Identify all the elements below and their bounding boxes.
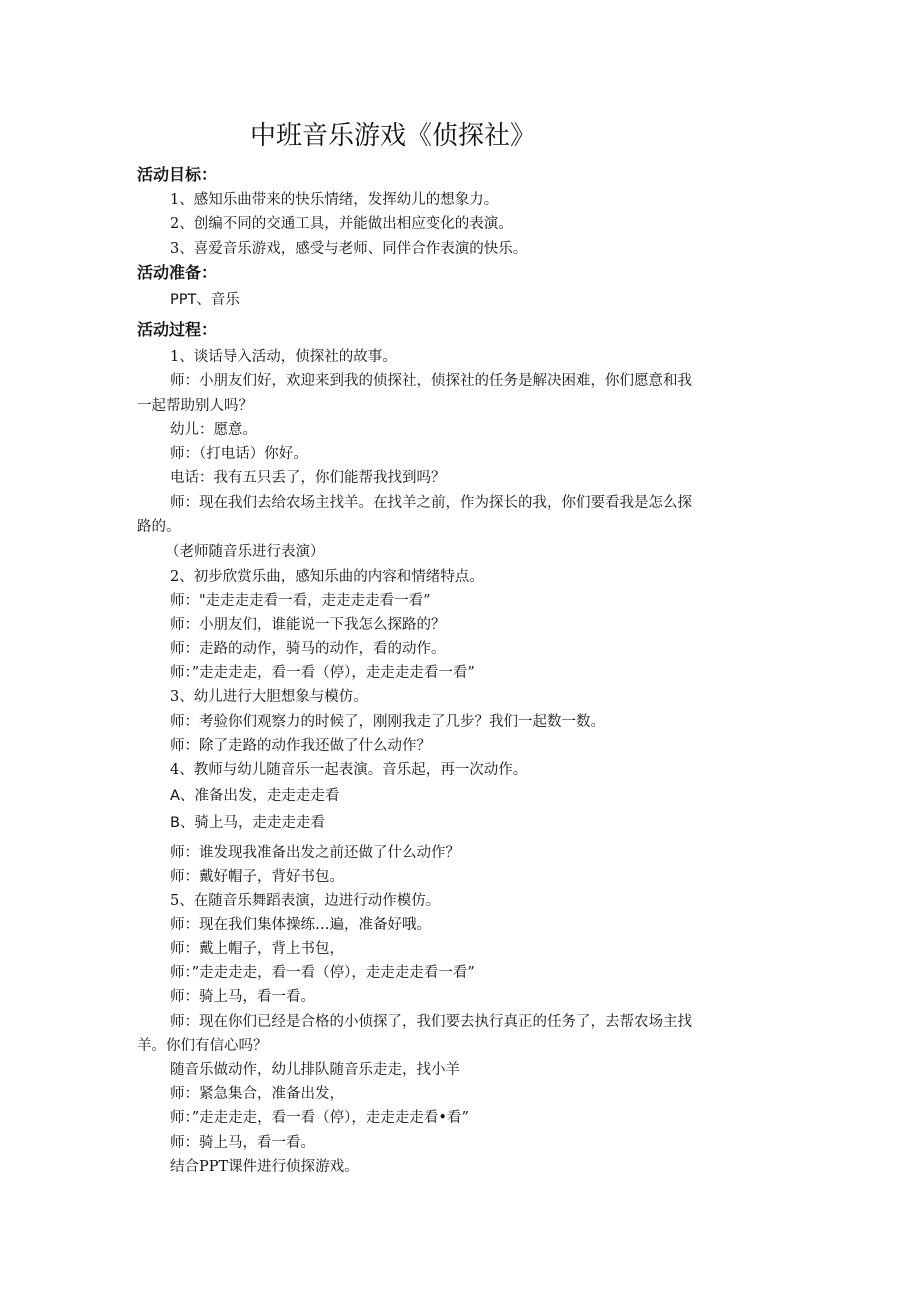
process-line: 羊。你们有信心吗？ [137, 1038, 268, 1054]
process-line: 随音乐做动作，幼儿排队随音乐走走，找小羊 [170, 1062, 460, 1078]
process-heading: 活动过程： [137, 320, 218, 339]
process-line: 师：走路的动作，骑马的动作，看的动作。 [170, 641, 446, 657]
process-line: 4、教师与幼儿随音乐一起表演。音乐起，再一次动作。 [170, 762, 528, 778]
process-line: 师：谁发现我准备出发之前还做了什么动作？ [170, 845, 460, 861]
process-line: 5、在随音乐舞蹈表演，边进行动作模仿。 [170, 893, 441, 909]
prep-heading: 活动准备： [137, 263, 218, 282]
process-line: 电话：我有五只丢了，你们能帮我找到吗？ [170, 470, 446, 486]
goal-item: 3、喜爱音乐游戏，感受与老师、同伴合作表演的快乐。 [170, 241, 528, 257]
goal-item: 1、感知乐曲带来的快乐情绪，发挥幼儿的想象力。 [170, 192, 499, 208]
document-title: 中班音乐游戏《侦探社》 [250, 121, 537, 151]
process-line: 师："走走走走看一看，走走走走看一看” [170, 593, 431, 609]
process-line: 师：小朋友们，谁能说一下我怎么探路的？ [170, 617, 446, 633]
goals-heading: 活动目标： [137, 165, 218, 184]
process-line: 2、初步欣赏乐曲，感知乐曲的内容和情绪特点。 [170, 569, 484, 585]
process-line: 师：”走走走走，看一看（停），走走走走看•看” [170, 1110, 469, 1126]
process-line: 师：骑上马，看一看。 [170, 1135, 315, 1151]
process-line: （老师随音乐进行表演） [165, 544, 325, 560]
process-line: 师：戴上帽子，背上书包， [170, 941, 344, 957]
process-line: 1、谈话导入活动，侦探社的故事。 [170, 349, 397, 365]
process-line: 结合PPT课件进行侦探游戏。 [170, 1159, 359, 1175]
process-line: 一起帮助别人吗？ [137, 398, 253, 414]
prep-text: PPT、音乐 [170, 292, 240, 308]
process-line: 师：骑上马，看一看。 [170, 989, 315, 1005]
process-line: 师：考验你们观察力的时候了，刚刚我走了几步？我们一起数一数。 [170, 714, 605, 730]
process-line: 师：现在你们已经是合格的小侦探了，我们要去执行真正的任务了，去帮农场主找 [170, 1014, 692, 1030]
process-line: 师：紧急集合，准备出发， [170, 1086, 344, 1102]
goal-item: 2、创编不同的交通工具，并能做出相应变化的表演。 [170, 216, 513, 232]
process-line: 师：（打电话）你好。 [170, 446, 308, 462]
process-line: 师：现在我们去给农场主找羊。在找羊之前，作为探长的我，你们要看我是怎么探 [170, 495, 692, 511]
process-line: 路的。 [137, 519, 181, 535]
process-line: 师：”走走走走，看一看（停），走走走走看一看” [170, 665, 475, 681]
process-line: 师：小朋友们好，欢迎来到我的侦探社，侦探社的任务是解决困难，你们愿意和我 [170, 373, 692, 389]
process-line: 幼儿：愿意。 [170, 422, 257, 438]
process-line: 师：”走走走走，看一看（停），走走走走看一看” [170, 965, 475, 981]
process-line: 师：除了走路的动作我还做了什么动作？ [170, 738, 431, 754]
process-line: A、准备出发，走走走走看 [170, 788, 340, 804]
process-line: 师：戴好帽子，背好书包。 [170, 869, 344, 885]
process-line: 3、幼儿进行大胆想象与模仿。 [170, 689, 368, 705]
process-line: 师：现在我们集体操练…遍，准备好哦。 [170, 917, 431, 933]
process-line: B、骑上马，走走走走看 [170, 815, 325, 831]
